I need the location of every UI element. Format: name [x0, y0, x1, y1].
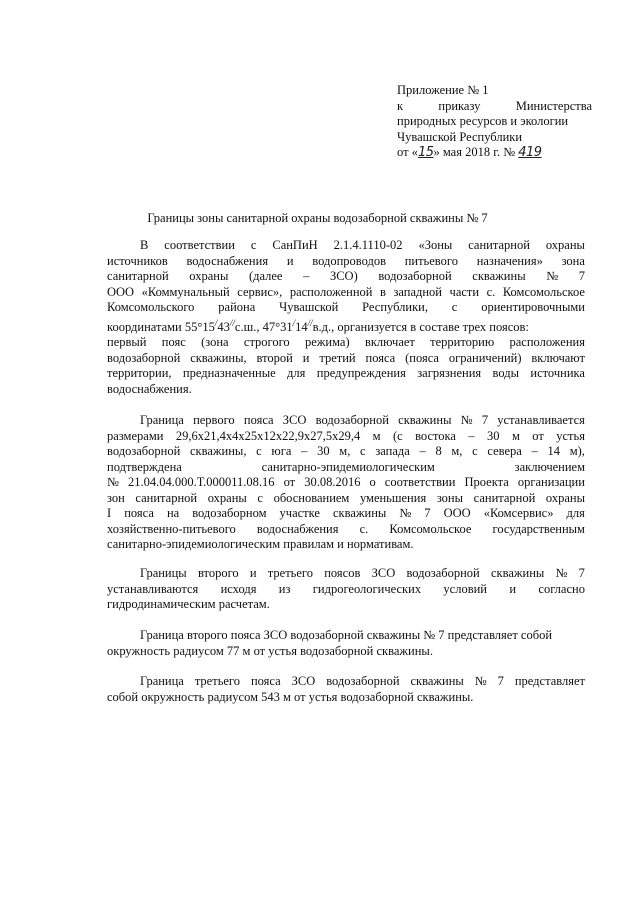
word: Комсомольское: [502, 284, 585, 299]
word: первого: [193, 413, 235, 427]
word: –: [301, 444, 308, 458]
p3-line: гидродинамическим расчетам.: [107, 597, 270, 611]
p2-line: [107, 491, 585, 507]
word: востока: [415, 428, 456, 443]
word: с: [257, 490, 263, 505]
word: №: [546, 269, 559, 283]
word: устанавливаются: [107, 581, 199, 596]
word: на: [166, 506, 180, 520]
word: 7: [578, 566, 585, 580]
p1-line: водоснабжения.: [107, 381, 192, 396]
word: из: [278, 581, 291, 596]
word: с: [472, 444, 478, 458]
word: санитарной: [107, 269, 169, 283]
word: второго: [197, 566, 239, 580]
word: назначения»: [476, 253, 543, 268]
word: предназначенные: [182, 366, 276, 380]
word: скважины,: [190, 444, 247, 458]
word: с.: [486, 284, 496, 299]
word: –: [531, 444, 538, 458]
word: «Комсервис»: [483, 506, 554, 520]
p2-line: [107, 413, 585, 429]
p1-line: [107, 351, 585, 367]
appendix-line-2: природных ресурсов и экологии: [397, 114, 569, 128]
p1-line: [107, 285, 585, 301]
word: обоснованием: [273, 490, 350, 505]
word: территорию: [430, 335, 495, 349]
word: согласно: [538, 581, 585, 596]
word: охраны: [189, 269, 229, 283]
word: водоснабжения: [186, 253, 269, 268]
word: В: [140, 238, 149, 252]
word: источников: [107, 253, 168, 268]
word: (с: [392, 428, 403, 443]
word: от: [283, 475, 296, 489]
word: в: [380, 284, 386, 299]
word: поясов: [324, 566, 361, 580]
word: охраны: [545, 490, 585, 505]
word: Границы: [140, 566, 187, 580]
word: источника: [530, 366, 585, 380]
paragraph-4: [107, 628, 585, 659]
word: Граница: [140, 674, 184, 688]
appendix-line-3: Чувашской Республики: [397, 129, 523, 144]
word: зон: [107, 490, 125, 505]
word: скважины: [490, 566, 545, 580]
word: Граница: [140, 413, 184, 427]
p3-line: [107, 566, 585, 582]
word: 2.1.4.1110-02: [333, 238, 403, 252]
p2-line: [107, 506, 585, 522]
word: (зона: [201, 335, 229, 349]
word: условий: [443, 581, 487, 596]
appendix-title: Приложение № 1: [397, 83, 489, 97]
word: 7: [578, 269, 585, 283]
word: СанПиН: [272, 238, 318, 252]
word: санитарно-эпидемиологическим: [261, 459, 435, 474]
word: ЗСО: [291, 674, 316, 688]
word: I: [107, 506, 112, 520]
p1-line: [107, 335, 585, 351]
word: пояса: [250, 674, 281, 688]
word: ориентировочными: [481, 300, 585, 314]
word: ООО: [107, 284, 135, 299]
word: 7: [497, 674, 504, 688]
word: района: [218, 300, 256, 314]
word: 30: [317, 444, 330, 458]
word: №: [107, 475, 119, 489]
word: для: [287, 366, 306, 380]
word: заключением: [514, 459, 585, 474]
word: водозаборной: [107, 444, 181, 458]
word: –: [468, 428, 475, 443]
p2-line: [107, 460, 585, 476]
word: Комсомольского: [107, 300, 195, 314]
word: представляет: [514, 674, 585, 688]
word: пояса: [365, 350, 396, 365]
word: водозаборной: [406, 566, 480, 580]
word: санитарной: [468, 238, 530, 252]
paragraph-1: [107, 238, 585, 397]
word: 7: [424, 506, 431, 520]
word: охраны: [545, 238, 585, 252]
word: пояса: [243, 413, 274, 427]
word: с: [451, 300, 458, 314]
date-suffix: » мая 2018 г. №: [433, 145, 516, 159]
word: водозаборном: [192, 506, 267, 520]
paragraph-2: [107, 413, 585, 553]
p1-line: [107, 300, 585, 316]
word: с: [360, 444, 366, 458]
word: гидрогеологических: [312, 581, 422, 596]
word: части: [449, 284, 480, 299]
word: о: [369, 475, 376, 489]
word: скважины,: [190, 350, 247, 365]
word: питьевого: [404, 253, 458, 268]
word: с: [250, 238, 257, 252]
word: скважины: [398, 413, 452, 427]
word: Комсомольское: [389, 521, 472, 536]
word: (пояса: [405, 350, 439, 365]
word: с: [256, 444, 262, 458]
appendix-order: приказу: [438, 98, 481, 113]
word: м,: [451, 444, 463, 458]
word: водозаборной: [315, 413, 389, 427]
word: пояса: [124, 506, 154, 520]
p3-line: [107, 582, 585, 598]
date-prefix: от «: [397, 145, 418, 159]
paragraph-5: [107, 674, 585, 705]
word: и: [249, 566, 257, 580]
word: запада: [375, 444, 410, 458]
word: расположения: [509, 335, 585, 349]
appendix-order-line: [397, 99, 592, 115]
word: загрязнения: [417, 366, 482, 380]
word: скважины: [332, 506, 387, 520]
word: –: [419, 444, 426, 458]
word: скважины: [410, 674, 464, 688]
word: соответствии: [164, 238, 235, 252]
word: и: [302, 350, 310, 365]
word: территории,: [107, 366, 172, 380]
word: хозяйственно-питьевого: [107, 521, 236, 536]
date-day-handwritten: 15: [417, 145, 434, 160]
word: водозаборной: [378, 269, 452, 283]
word: от: [532, 428, 544, 443]
word: участке: [279, 506, 320, 520]
word: третьего: [267, 566, 313, 580]
word: сервис»,: [237, 284, 283, 299]
word: организации: [517, 475, 585, 489]
word: –: [303, 269, 310, 283]
p5-line: [107, 674, 585, 690]
word: и: [286, 253, 294, 268]
word: уменьшения: [359, 490, 427, 505]
coords-text: координатами 55°15/43//с.ш., 47°31/14//в.д., организуется в составе трех поясов:: [107, 317, 529, 334]
word: 14: [547, 444, 560, 458]
appendix-block: [397, 83, 592, 161]
word: севера: [487, 444, 522, 458]
word: режима): [304, 335, 350, 349]
p4-line: окружность радиусом 77 м от устья водозаборной скважины.: [107, 643, 433, 658]
word: 7: [481, 413, 489, 427]
word: Республики,: [362, 300, 428, 314]
word: включает: [364, 335, 415, 349]
word: подтверждена: [107, 459, 182, 474]
coordinates-line: [107, 316, 585, 336]
word: 8: [435, 444, 442, 458]
word: юга: [271, 444, 292, 458]
word: устанавливается: [497, 413, 585, 427]
p2-line: [107, 475, 585, 491]
word: ЗСО: [282, 413, 307, 427]
paragraph-3: [107, 566, 585, 613]
p4-line: Граница второго пояса ЗСО водозаборной скважины № 7 представляет собой: [140, 628, 553, 642]
word: пояс: [161, 335, 186, 349]
order-number-handwritten: 419: [518, 145, 542, 160]
word: охраны: [207, 490, 247, 505]
word: ООО: [443, 506, 471, 520]
word: и: [509, 581, 517, 596]
word: 30.08.2016: [304, 475, 361, 489]
p2-line: [107, 429, 585, 445]
p2-line: санитарно-эпидемиологическим правилам и нормативам.: [107, 537, 414, 551]
word: №: [474, 674, 487, 688]
appendix-ministry: Министерства: [515, 98, 592, 113]
word: с.: [359, 521, 369, 536]
word: ограничений): [448, 350, 522, 365]
p2-line: [107, 444, 585, 460]
word: водоснабжения: [256, 521, 339, 536]
word: (далее: [248, 269, 283, 283]
word: воды: [492, 366, 519, 380]
word: зоны: [436, 490, 464, 505]
word: для: [566, 506, 585, 520]
word: «Коммунальный: [141, 284, 230, 299]
word: м,: [339, 444, 351, 458]
word: предупреждения: [316, 366, 406, 380]
word: 30: [487, 428, 500, 443]
p1-line: [107, 254, 585, 270]
word: Проекта: [464, 475, 509, 489]
word: строгого: [243, 335, 290, 349]
word: санитарной: [135, 490, 198, 505]
p2-line: [107, 522, 585, 538]
word: водозаборной: [326, 674, 400, 688]
word: первый: [107, 335, 147, 349]
word: санитарной: [473, 490, 536, 505]
word: №: [460, 413, 473, 427]
word: государственным: [492, 521, 585, 536]
word: скважины: [472, 269, 526, 283]
word: ЗСО: [371, 566, 396, 580]
word: второй: [256, 350, 293, 365]
word: зона: [561, 253, 585, 268]
word: м),: [569, 444, 585, 458]
word: «Зоны: [418, 238, 453, 252]
p1-line: [107, 269, 585, 285]
word: устья: [556, 428, 585, 443]
p5-line: собой окружность радиусом 543 м от устья водозаборной скважины.: [107, 689, 474, 704]
word: включают: [531, 350, 585, 365]
document-title: Границы зоны санитарной охраны водозаборной скважины № 7: [147, 211, 488, 225]
appendix-k: к: [397, 98, 404, 113]
word: м: [372, 428, 381, 443]
word: соответствии: [384, 475, 456, 489]
p1-line: [107, 366, 585, 382]
word: расположенной: [289, 284, 373, 299]
word: Чувашской: [279, 300, 339, 314]
word: 21.04.04.000.Т.000011.08.16: [127, 475, 275, 489]
word: ЗСО): [329, 269, 358, 283]
appendix-date-line: [397, 145, 592, 161]
word: третий: [319, 350, 356, 365]
word: водозаборной: [107, 350, 181, 365]
word: №: [555, 566, 568, 580]
word: м: [511, 428, 520, 443]
word: 29,6х21,4х4х25х12х22,9х27,5х29,4: [175, 428, 361, 443]
word: третьего: [194, 674, 241, 688]
word: западной: [393, 284, 442, 299]
p1-line: [107, 238, 585, 254]
word: №: [399, 506, 412, 520]
word: водопроводов: [312, 253, 386, 268]
word: размерами: [107, 428, 164, 443]
word: исходя: [220, 581, 257, 596]
